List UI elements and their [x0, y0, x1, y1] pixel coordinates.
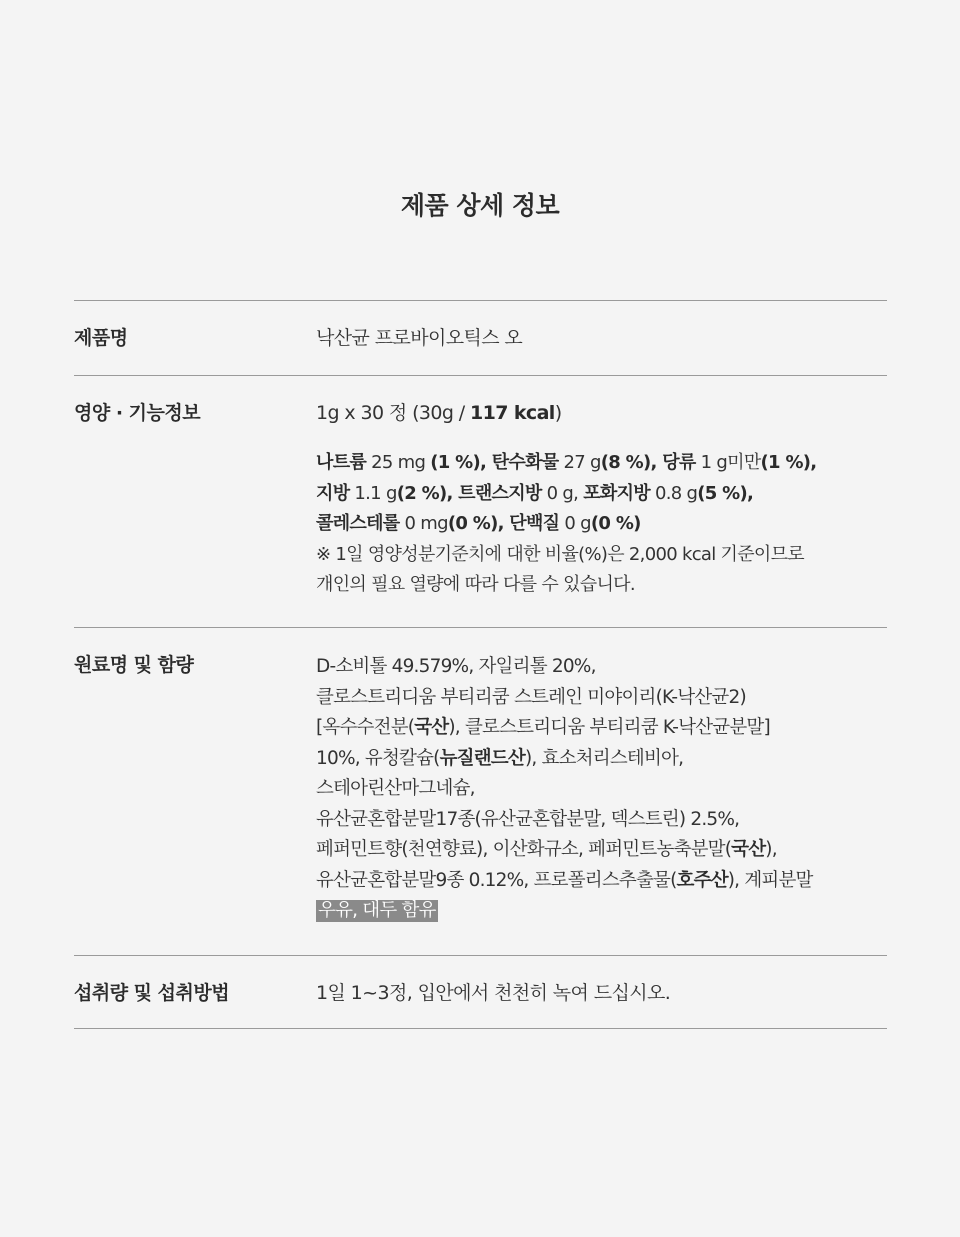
origin-text: 국산: [414, 717, 449, 738]
nutrient-percent: (0 %): [590, 513, 641, 534]
nutrition-row: [74, 376, 887, 628]
nutrient-name: 단백질: [503, 513, 560, 534]
nutrient-line-3: [316, 509, 887, 540]
nutrient-name: 나트륨: [316, 452, 367, 473]
ingredient-line: 스테아린산마그네슘,: [316, 778, 475, 799]
allergen-badge: 우유, 대두 함유: [318, 900, 436, 921]
product-name-row: [74, 301, 887, 376]
nutrient-amount: 0 g: [559, 513, 591, 534]
serving-text: 1g x 30 정 (30g /: [316, 402, 471, 424]
nutrient-name: 당류: [656, 452, 696, 473]
ingredients-label: 원료명 및 함량: [74, 654, 194, 676]
nutrient-amount: 1.1 g: [349, 482, 397, 504]
nutrient-percent: (1 %),: [430, 452, 487, 473]
nutrient-line-1: [316, 448, 887, 479]
ingredient-line: [316, 866, 887, 897]
nutrient-percent: (2 %),: [396, 482, 453, 504]
serving-suffix: ): [554, 402, 562, 424]
nutrient-name: 포화지방: [583, 482, 650, 504]
ingredient-text: ), 계피분말: [727, 869, 813, 891]
nutrient-line-2: [316, 479, 887, 510]
ingredient-line: D-소비톨 49.579%, 자일리톨 20%,: [316, 656, 596, 677]
dosage-value: 1일 1~3정, 입안에서 천천히 녹여 드십시오.: [316, 982, 671, 1004]
nutrient-amount: 0 mg: [399, 513, 448, 534]
ingredient-text: [옥수수전분(: [316, 717, 415, 738]
serving-kcal: 117 kcal: [470, 402, 555, 424]
ingredient-line: [316, 744, 887, 775]
nutrient-name: 트랜스지방: [452, 482, 542, 504]
nutrient-percent: (5 %),: [697, 482, 754, 504]
ingredient-text: ), 클로스트리디움 부티리쿰 K-낙산균분말]: [448, 717, 770, 738]
nutrient-name: 콜레스테롤: [316, 513, 400, 534]
page-title: 제품 상세 정보: [400, 191, 560, 220]
ingredient-text: 10%, 유청칼슘(: [316, 747, 440, 769]
nutrient-percent: (1 %),: [760, 452, 817, 473]
ingredients-value: [316, 628, 887, 955]
dosage-label: 섭취량 및 섭취방법: [74, 982, 230, 1004]
nutrient-name: 탄수화물: [486, 452, 559, 473]
nutrient-list: [316, 448, 887, 601]
nutrient-amount: 1 g미만: [695, 452, 761, 473]
daily-value-note-1: ※ 1일 영양성분기준치에 대한 비율(%)은 2,000 kcal 기준이므로: [316, 543, 804, 565]
origin-text: 국산: [731, 839, 766, 860]
nutrient-name: 지방: [316, 482, 350, 504]
nutrient-amount: 0 g,: [541, 482, 584, 504]
origin-text: 뉴질랜드산: [439, 747, 525, 769]
ingredients-row: [74, 628, 887, 956]
nutrient-amount: 27 g: [558, 452, 601, 473]
nutrition-label: 영양 · 기능정보: [74, 402, 201, 424]
dosage-row: [74, 956, 887, 1029]
ingredient-text: 페퍼민트향(천연향료), 이산화규소, 페퍼민트농축분말(: [316, 839, 732, 860]
nutrient-amount: 0.8 g: [649, 482, 698, 504]
ingredient-text: 유산균혼합분말9종 0.12%, 프로폴리스추출물(: [316, 869, 677, 891]
nutrient-percent: (0 %),: [447, 513, 504, 534]
serving-size: [316, 398, 887, 428]
product-name-label: 제품명: [74, 327, 128, 349]
allergen-line: [316, 896, 887, 927]
ingredient-line: [316, 835, 887, 866]
nutrient-amount: 25 mg: [366, 452, 431, 473]
ingredient-text: ),: [765, 839, 777, 860]
ingredient-line: [316, 713, 887, 744]
nutrition-value: [316, 376, 887, 627]
ingredient-text: ), 효소처리스테비아,: [524, 747, 684, 769]
product-name-value: 낙산균 프로바이오틱스 오: [316, 327, 523, 349]
product-info-table: [74, 300, 887, 1029]
nutrient-percent: (8 %),: [600, 452, 657, 473]
ingredient-line: 클로스트리디움 부티리쿰 스트레인 미야이리(K-낙산균2): [316, 686, 746, 708]
daily-value-note-2: 개인의 필요 열량에 따라 다를 수 있습니다.: [316, 574, 635, 595]
origin-text: 호주산: [676, 869, 728, 891]
ingredient-line: 유산균혼합분말17종(유산균혼합분말, 덱스트린) 2.5%,: [316, 808, 740, 830]
